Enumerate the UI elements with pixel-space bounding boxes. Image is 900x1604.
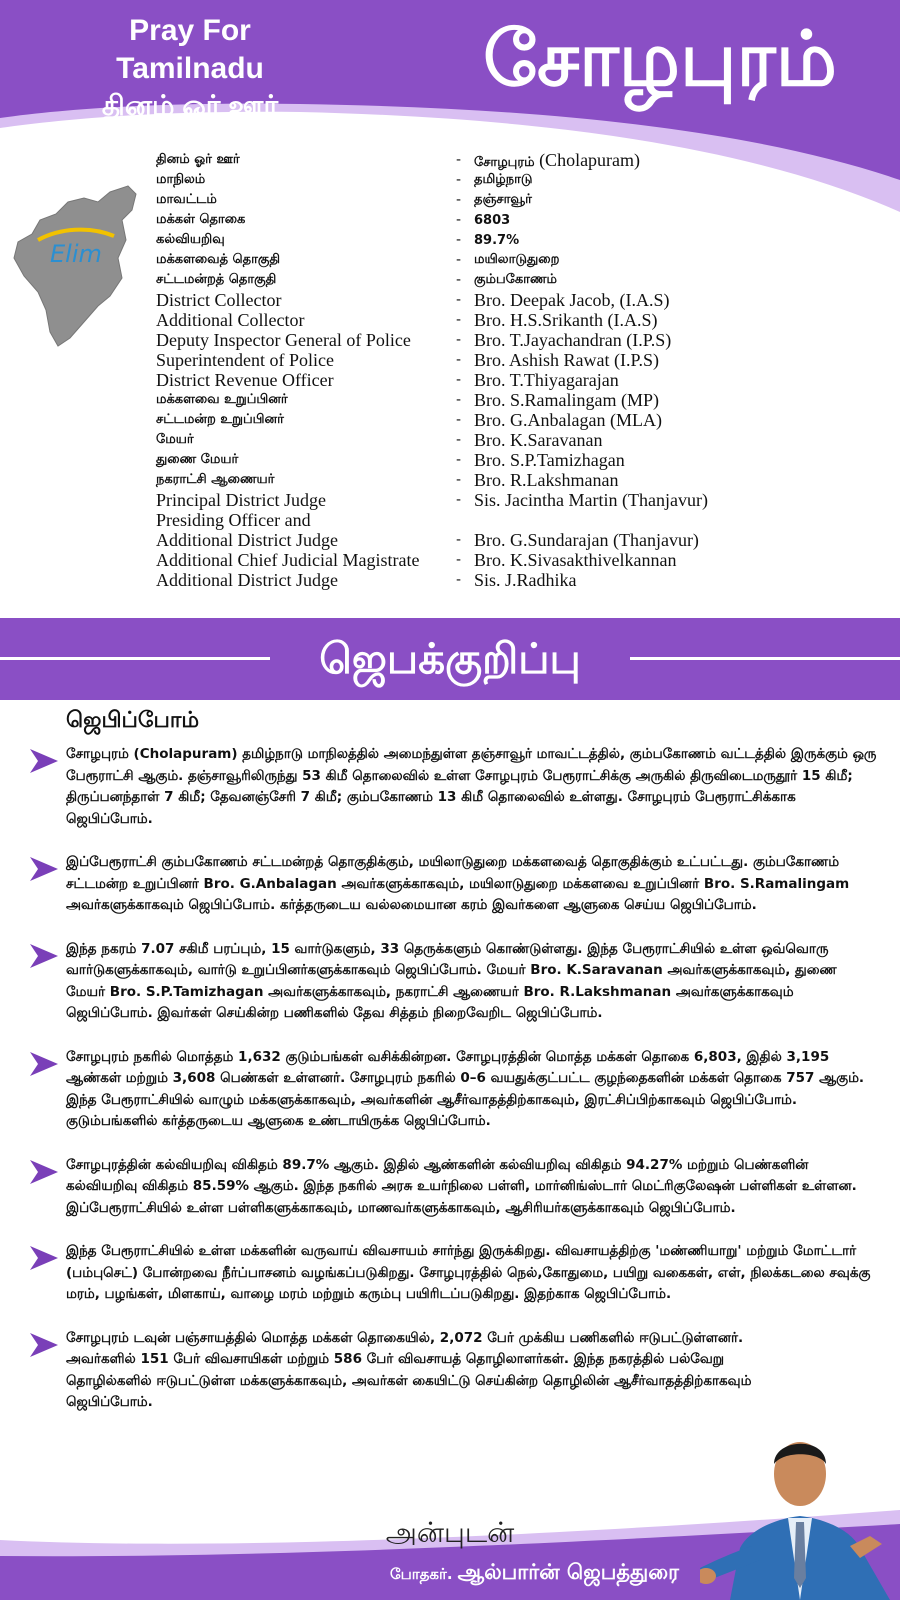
paragraph-text: சோழபுரம் நகரில் மொத்தம் 1,632 குடும்பங்கள் வசிக்கின்றன. சோழபுரத்தின் மொத்த மக்கள் தொகை 6,803, இதில் 3,195 ஆண்கள் மற்றும் 3,608 பெண்கள் உள்ளனர். சோழபுரம் நகரில் 0–6 வயதுக்குட்பட்ட குழந்தைகளின் மக்கள் தொகை 757 ஆகும். இந்த பேரூராட்சியில் வாழும் மக்களுக்காகவும், அவர்களின் ஆசீர்வாதத்திற்காகவும், இரட்சிப்பிற்காகவும் ஜெபிப்போம். குடும்பங்களில் கர்த்தருடைய ஆளுகை உண்டாயிருக்க ஜெபிப்போம். (66, 1048, 865, 1129)
separator: - (456, 372, 462, 388)
paragraph-text: இப்பேரூராட்சி கும்பகோணம் சட்டமன்றத் தொகுதிக்கும், மயிலாடுதுறை மக்களவைத் தொகுதிக்கும் உட்பட்டது. கும்பகோணம் சட்டமன்ற உறுப்பினர் Bro. G.Anbalagan அவர்களுக்காகவும், மயிலாடுதுறை மக்களவை உறுப்பினர் Bro. S.Ramalingam அவர்களுக்காகவும் ஜெபிப்போம். கர்த்தருடைய வல்லமையான கரம் இவர்களை ஆளுகை செய்ய ஜெபிப்போம். (66, 854, 850, 913)
info-value: கும்பகோணம் (474, 272, 557, 287)
info-row (156, 330, 896, 350)
separator: - (456, 532, 462, 548)
info-row (156, 210, 896, 230)
separator: - (456, 272, 462, 288)
info-key: Additional Collector (156, 309, 305, 330)
info-key: Additional District Judge (156, 569, 338, 590)
info-row (156, 470, 896, 490)
pastor-name: ஆல்பார்ன் ஜெபத்துரை (457, 1560, 679, 1584)
info-value: 6803 (474, 212, 511, 228)
separator: - (456, 472, 462, 488)
separator: - (456, 392, 462, 408)
arrow-bullet-icon (28, 856, 60, 882)
info-key: கல்வியறிவு (156, 232, 225, 247)
prayer-paragraph (28, 939, 878, 1025)
separator: - (456, 492, 462, 508)
info-key: Deputy Inspector General of Police (156, 329, 411, 350)
info-value: Bro. G.Sundarajan (Thanjavur) (474, 529, 699, 550)
info-value: Bro. T.Jayachandran (I.P.S) (474, 329, 672, 350)
prayer-points-title: ஜெபக்குறிப்பு (319, 634, 581, 683)
info-key: Superintendent of Police (156, 349, 334, 370)
closing-text: அன்புடன் (385, 1516, 515, 1549)
info-value: Sis. Jacintha Martin (Thanjavur) (474, 489, 708, 510)
info-row (156, 190, 896, 210)
paragraph-text: சோழபுரம் டவுன் பஞ்சாயத்தில் மொத்த மக்கள் தொகையில், 2,072 பேர் முக்கிய பணிகளில் ஈடுபட்டுள்ளனர். அவர்களில் 151 பேர் விவசாயிகள் மற்றும் 586 பேர் விவசாயத் தொழிலாளர்கள். இந்த நகரத்தில் பல்வேறு தொழில்களில் ஈடுபட்டுள்ள மக்களுக்காகவும், அவர்கள் கையிட்டு செய்கின்ற தொழிலின் ஆசீர்வாதத்திற்காகவும் ஜெபிப்போம். (66, 1329, 752, 1410)
arrow-bullet-icon (28, 1245, 60, 1271)
prayer-paragraph (28, 852, 878, 917)
info-value-tamil: சோழபுரம் (474, 154, 540, 170)
arrow-bullet-icon (28, 748, 60, 774)
arrow-bullet-icon (28, 943, 60, 969)
separator: - (456, 432, 462, 448)
paragraph-text: இந்த பேரூராட்சியில் உள்ள மக்களின் வருவாய் விவசாயம் சார்ந்து இருக்கிறது. விவசாயத்திற்கு 'மண்ணியாறு' மற்றும் மோட்டார் (பம்புசெட்) போன்றவை நீர்ப்பாசனம் வழங்கப்படுகிறது. சோழபுரத்தில் நெல்,கோதுமை, பயிறு வகைகள், எள், நிலக்கடலை சவுக்கு மரம், பழங்கள், மிளகாய், வாழை மரம் மற்றும் கரும்பு பயிரிடப்படுகிறது. இதற்காக ஜெபிப்போம். (66, 1243, 871, 1302)
pray-line-1: Pray For Tamilnadu (116, 14, 264, 85)
info-row (156, 370, 896, 390)
info-key: மாவட்டம் (156, 192, 217, 207)
band-line-right (630, 657, 900, 660)
separator: - (456, 552, 462, 568)
info-row (156, 270, 896, 290)
paragraph-text: இந்த நகரம் 7.07 சகிமீ பரப்பும், 15 வார்டுகளும், 33 தெருக்களும் கொண்டுள்ளது. இந்த பேரூராட்சியில் உள்ள ஒவ்வொரு வார்டுகளுக்காகவும், வார்டு உறுப்பினர்களுக்காகவும் ஜெபிப்போம். மேயர் Bro. K.Saravanan அவர்களுக்காகவும், துணை மேயர் Bro. S.P.Tamizhagan அவர்களுக்காகவும், நகராட்சி ஆணையர் Bro. R.Lakshmanan அவர்களுக்காகவும் ஜெபிப்போம். இவர்கள் செய்கின்ற பணிகளில் தேவ சித்தம் நிறைவேறிட ஜெபிப்போம். (66, 940, 837, 1021)
info-row (156, 510, 896, 530)
info-key: Presiding Officer and (156, 509, 311, 530)
separator: - (456, 332, 462, 348)
pray-for-tamilnadu (60, 12, 320, 124)
lets-pray-heading: ஜெபிப்போம் (66, 708, 200, 733)
info-value: Bro. G.Anbalagan (MLA) (474, 409, 662, 430)
info-value: Bro. H.S.Srikanth (I.A.S) (474, 309, 658, 330)
info-value: Bro. S.Ramalingam (MP) (474, 389, 659, 410)
arrow-bullet-icon (28, 1332, 60, 1358)
info-value: Bro. T.Thiyagarajan (474, 369, 619, 390)
info-row (156, 310, 896, 330)
info-value (474, 150, 640, 171)
info-key: சட்டமன்றத் தொகுதி (156, 272, 277, 287)
info-row (156, 410, 896, 430)
info-key: மாநிலம் (156, 172, 206, 187)
prayer-paragraph (28, 1155, 878, 1220)
info-row (156, 290, 896, 310)
separator: - (456, 232, 462, 248)
town-info-table (156, 150, 896, 590)
info-value: Bro. R.Lakshmanan (474, 469, 619, 490)
prayer-paragraphs (28, 744, 878, 1436)
info-key: Additional District Judge (156, 529, 338, 550)
info-key: மக்களவை உறுப்பினர் (156, 392, 288, 407)
info-value: தஞ்சாவூர் (474, 192, 532, 207)
info-key: Additional Chief Judicial Magistrate (156, 549, 420, 570)
separator: - (456, 572, 462, 588)
separator: - (456, 172, 462, 188)
info-row (156, 430, 896, 450)
prayer-paragraph (28, 1241, 878, 1306)
info-key: மக்கள் தொகை (156, 212, 246, 227)
info-row (156, 450, 896, 470)
info-key: District Collector (156, 289, 282, 310)
info-value-english: (Cholapuram) (539, 149, 641, 170)
info-value: Bro. K.Saravanan (474, 429, 603, 450)
info-key: துணை மேயர் (156, 452, 239, 467)
info-row (156, 350, 896, 370)
pastor-photo (700, 1418, 900, 1604)
separator: - (456, 312, 462, 328)
info-value: மயிலாடுதுறை (474, 252, 560, 267)
info-key: நகராட்சி ஆணையர் (156, 472, 275, 487)
pastor-title: போதகர். (390, 1565, 453, 1583)
band-line-left (0, 657, 270, 660)
separator: - (456, 192, 462, 208)
town-title: சோழபுரம் (483, 14, 837, 103)
prayer-paragraph (28, 1328, 806, 1414)
paragraph-text: சோழபுரத்தின் கல்வியறிவு விகிதம் 89.7% ஆகும். இதில் ஆண்களின் கல்வியறிவு விகிதம் 94.27% மற்றும் பெண்களின் கல்வியறிவு விகிதம் 85.59% ஆகும். இந்த நகரில் அரசு உயர்நிலை பள்ளி, மார்னிங்ஸ்டார் மெட்ரிகுலேஷன் பள்ளிகள் உள்ளன. இப்பேரூராட்சியில் உள்ள பள்ளிகளுக்காகவும், மாணவர்களுக்காகவும், ஆசிரியர்களுக்காகவும் ஜெபிப்போம். (66, 1156, 857, 1216)
prayer-points-band (0, 618, 900, 700)
arrow-bullet-icon (28, 1051, 60, 1077)
pastor-signature (390, 1560, 679, 1587)
info-value: Bro. Deepak Jacob, (I.A.S) (474, 289, 670, 310)
info-row (156, 570, 896, 590)
info-key: மேயர் (156, 432, 194, 447)
info-value: Bro. Ashish Rawat (I.P.S) (474, 349, 660, 370)
info-value: Bro. S.P.Tamizhagan (474, 449, 625, 470)
info-row (156, 230, 896, 250)
info-key: தினம் ஓர் ஊர் (156, 152, 240, 167)
separator: - (456, 252, 462, 268)
separator: - (456, 412, 462, 428)
info-value: Sis. J.Radhika (474, 569, 577, 590)
info-value: தமிழ்நாடு (474, 172, 533, 187)
pray-line-2: தினம் ஓர் ஊர் (101, 90, 279, 121)
prayer-paragraph (28, 1047, 878, 1133)
arrow-bullet-icon (28, 1159, 60, 1185)
info-row (156, 530, 896, 550)
separator: - (456, 292, 462, 308)
info-row (156, 150, 896, 170)
info-row (156, 390, 896, 410)
elim-logo: Elim (50, 240, 102, 268)
tamilnadu-map (10, 180, 140, 354)
paragraph-text: சோழபுரம் (Cholapuram) தமிழ்நாடு மாநிலத்தில் அமைந்துள்ள தஞ்சாவூர் மாவட்டத்தில், கும்பகோணம் வட்டத்தில் இருக்கும் ஒரு பேரூராட்சி ஆகும். தஞ்சாவூரிலிருந்து 53 கிமீ தொலைவில் உள்ள சோழபுரம் பேரூராட்சிக்கு அருகில் திருவிடைமருதூர் 15 கிமீ; திருப்பனந்தாள் 7 கிமீ; தேவனஞ்சேரி 7 கிமீ; கும்பகோணம் 13 கிமீ தொலைவில் உள்ளது. சோழபுரம் பேரூராட்சிக்காக ஜெபிப்போம். (66, 746, 877, 827)
prayer-paragraph (28, 744, 878, 830)
separator: - (456, 212, 462, 228)
separator: - (456, 152, 462, 168)
separator: - (456, 352, 462, 368)
info-key: மக்களவைத் தொகுதி (156, 252, 281, 267)
info-key: சட்டமன்ற உறுப்பினர் (156, 412, 284, 427)
info-row (156, 490, 896, 510)
info-row (156, 550, 896, 570)
info-value: Bro. K.Sivasakthivelkannan (474, 549, 677, 570)
info-value: 89.7% (474, 232, 520, 248)
info-key: District Revenue Officer (156, 369, 334, 390)
info-row (156, 250, 896, 270)
separator: - (456, 452, 462, 468)
info-row (156, 170, 896, 190)
info-key: Principal District Judge (156, 489, 326, 510)
